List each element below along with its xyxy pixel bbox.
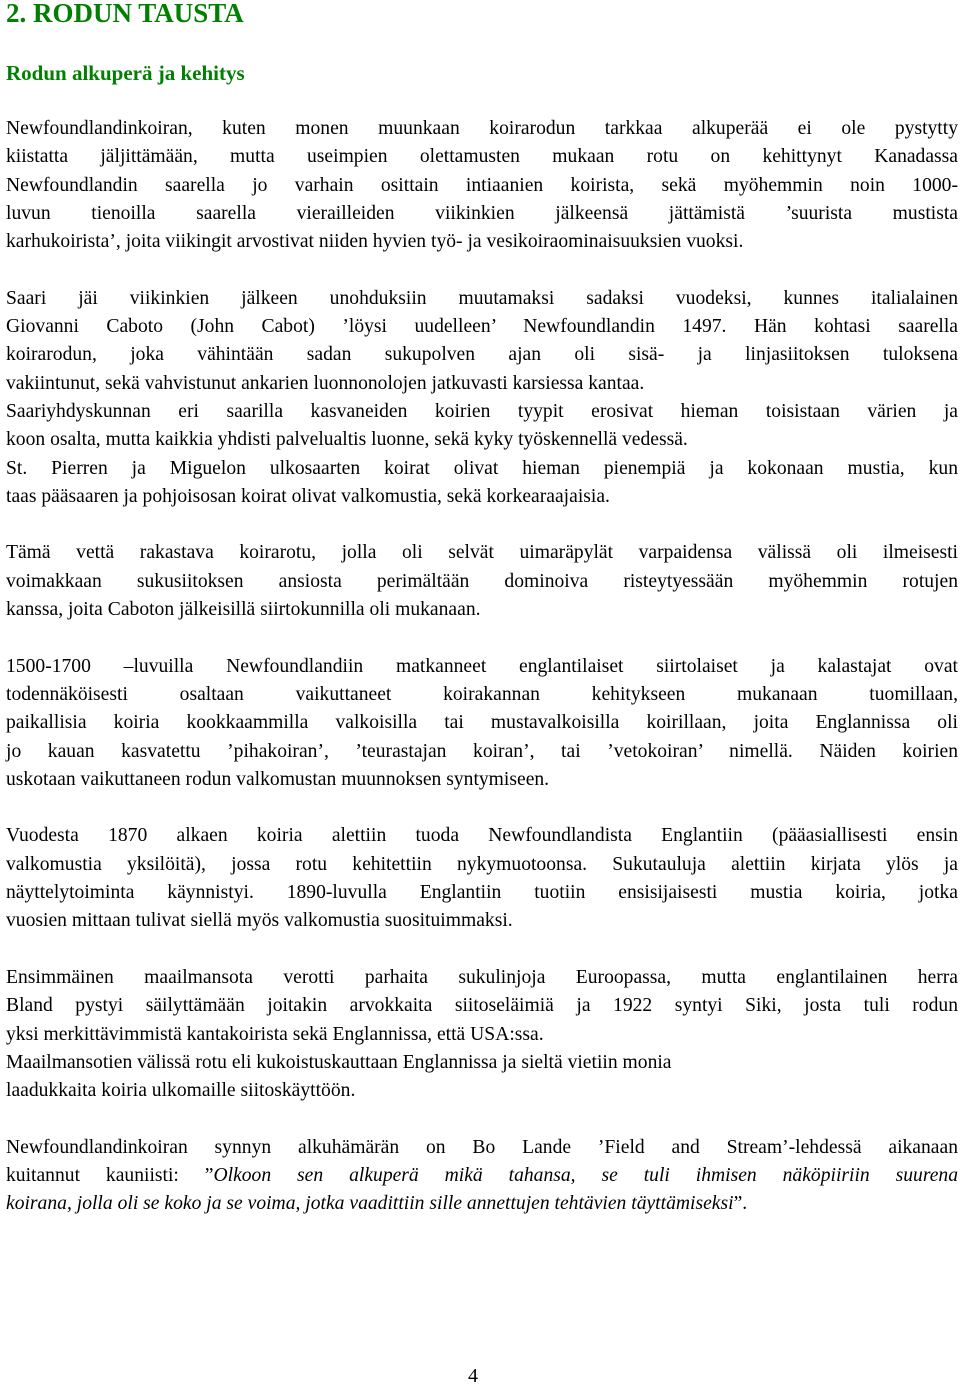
paragraph-water-dog (6, 539, 958, 624)
paragraph-line: vakiintunut, sekä vahvistunut ankarien luonnonolojen jatkuvasti karsiessa kantaa. (6, 372, 645, 394)
paragraph-settlers (6, 653, 958, 794)
paragraph-line: näyttelytoiminta käynnistyi. 1890-luvulla Englantiin tuotiin ensisijaisesti mustia koiria, jotka (6, 882, 958, 904)
paragraph-england (6, 822, 958, 935)
paragraph-line quote-line: koirana, jolla oli se koko ja se voima, jotka vaadittiin sille annettujen tehtävien täyttämiseksi”. (6, 1193, 748, 1215)
paragraph-line: Maailmansotien välissä rotu eli kukoistuskauttaan Englannissa ja sieltä vietiin monia (6, 1051, 672, 1073)
paragraph-line: Ensimmäinen maailmansota verotti parhaita sukulinjoja Euroopassa, mutta englantilainen herra (6, 966, 958, 988)
paragraph-line: karhukoirista’, joita viikingit arvostivat niiden hyvien työ- ja vesikoiraominaisuuksien vuoksi. (6, 231, 744, 253)
paragraph-quote (6, 1134, 958, 1219)
paragraph-line: St. Pierren ja Miguelon ulkosaarten koirat olivat hieman pienempiä ja kokonaan mustia, kun (6, 457, 958, 479)
section-subheading: Rodun alkuperä ja kehitys (6, 61, 245, 85)
paragraph-origin (6, 115, 958, 256)
paragraph-line: Tämä vettä rakastava koirarotu, jolla oli selvät uimaräpylät varpaidensa välissä oli ilmeisesti (6, 542, 958, 564)
paragraph-line: valkomustia yksilöitä), jossa rotu kehitettiin nykymuotoonsa. Sukutauluja alettiin kirjata ylös ja (6, 853, 958, 875)
paragraph-line: vuosien mittaan tulivat siellä myös valkomustia suosituimmaksi. (6, 910, 513, 932)
paragraph-line: Giovanni Caboto (John Cabot) ’löysi uudelleen’ Newfoundlandin 1497. Hän kohtasi saarella (6, 316, 958, 338)
paragraph-line: Bland pystyi säilyttämään joitakin arvokkaita siitoseläimiä ja 1922 syntyi Siki, josta tuli rodun (6, 995, 958, 1017)
paragraph-line: luvun tienoilla saarella vierailleiden viikinkien jälkeensä jättämistä ’suurista mustista (6, 202, 958, 224)
paragraph-line: kiistatta jäljittämään, mutta useimpien olettamusten mukaan rotu on kehittynyt Kanadassa (6, 146, 958, 168)
paragraph-cabot (6, 285, 958, 511)
paragraph-world-wars (6, 964, 958, 1105)
paragraph-line: todennäköisesti osaltaan vaikuttaneet koirakannan kehitykseen mukanaan tuomillaan, (6, 683, 958, 705)
paragraph-line: koirarodun, joka vähintään sadan sukupolven ajan oli sisä- ja linjasiitoksen tuloksena (6, 344, 958, 366)
paragraph-line: Newfoundlandin saarella jo varhain osittain intiaanien koirista, sekä myöhemmin noin 1000- (6, 174, 958, 196)
paragraph-line: kanssa, joita Caboton jälkeisillä siirtokunnilla oli mukanaan. (6, 599, 481, 621)
paragraph-line: Saariyhdyskunnan eri saarilla kasvaneiden koirien tyypit erosivat hieman toisistaan värien ja (6, 400, 958, 422)
section-heading: 2. RODUN TAUSTA (6, 0, 244, 28)
quote-text: Olkoon sen alkuperä mikä tahansa, se tuli ihmisen näköpiiriin suurena (213, 1164, 959, 1186)
paragraph-line: uskotaan vaikuttaneen rodun valkomustan muunnoksen syntymiseen. (6, 768, 550, 790)
paragraph-line: voimakkaan sukusiitoksen ansiosta perimältään dominoiva risteytyessään myöhemmin rotujen (6, 570, 958, 592)
paragraph-line: yksi merkittävimmistä kantakoirista sekä Englannissa, että USA:ssa. (6, 1023, 544, 1045)
paragraph-line: jo kauan kasvatettu ’pihakoiran’, ’teurastajan koiran’, tai ’vetokoiran’ nimellä. Näiden koirien (6, 740, 958, 762)
paragraph-line: Newfoundlandinkoiran synnyn alkuhämärän on Bo Lande ’Field and Stream’-lehdessä aikanaan (6, 1136, 958, 1158)
paragraph-line: koon osalta, mutta kaikkia yhdisti palvelualtis luonne, sekä kyky työskennellä vedessä. (6, 429, 688, 451)
paragraph-line: laadukkaita koiria ulkomaille siitoskäyttöön. (6, 1080, 356, 1102)
quote-text: koirana, jolla oli se koko ja se voima, jotka vaadittiin sille annettujen tehtävien täyttämiseksi (6, 1193, 734, 1215)
paragraph-line quote-line: kuitannut kauniisti: ”Olkoon sen alkuperä mikä tahansa, se tuli ihmisen näköpiiriin suurena (6, 1164, 959, 1186)
paragraph-line: taas pääsaaren ja pohjoisosan koirat olivat valkomustia, sekä korkearaajaisia. (6, 485, 610, 507)
page-number: 4 (468, 1365, 478, 1387)
paragraph-line: paikallisia koiria kookkaammilla valkoisilla tai mustavalkoisilla koirillaan, joita Englannissa oli (6, 712, 958, 734)
paragraph-line: Vuodesta 1870 alkaen koiria alettiin tuoda Newfoundlandista Englantiin (pääasiallisesti ensin (6, 825, 958, 847)
body-text (6, 115, 958, 1247)
paragraph-line: Newfoundlandinkoiran, kuten monen muunkaan koirarodun tarkkaa alkuperää ei ole pystytty (6, 118, 958, 139)
paragraph-line: 1500-1700 –luvuilla Newfoundlandiin matkanneet englantilaiset siirtolaiset ja kalastajat ovat (6, 655, 958, 677)
paragraph-line: Saari jäi viikinkien jälkeen unohduksiin muutamaksi sadaksi vuodeksi, kunnes italialainen (6, 287, 958, 309)
